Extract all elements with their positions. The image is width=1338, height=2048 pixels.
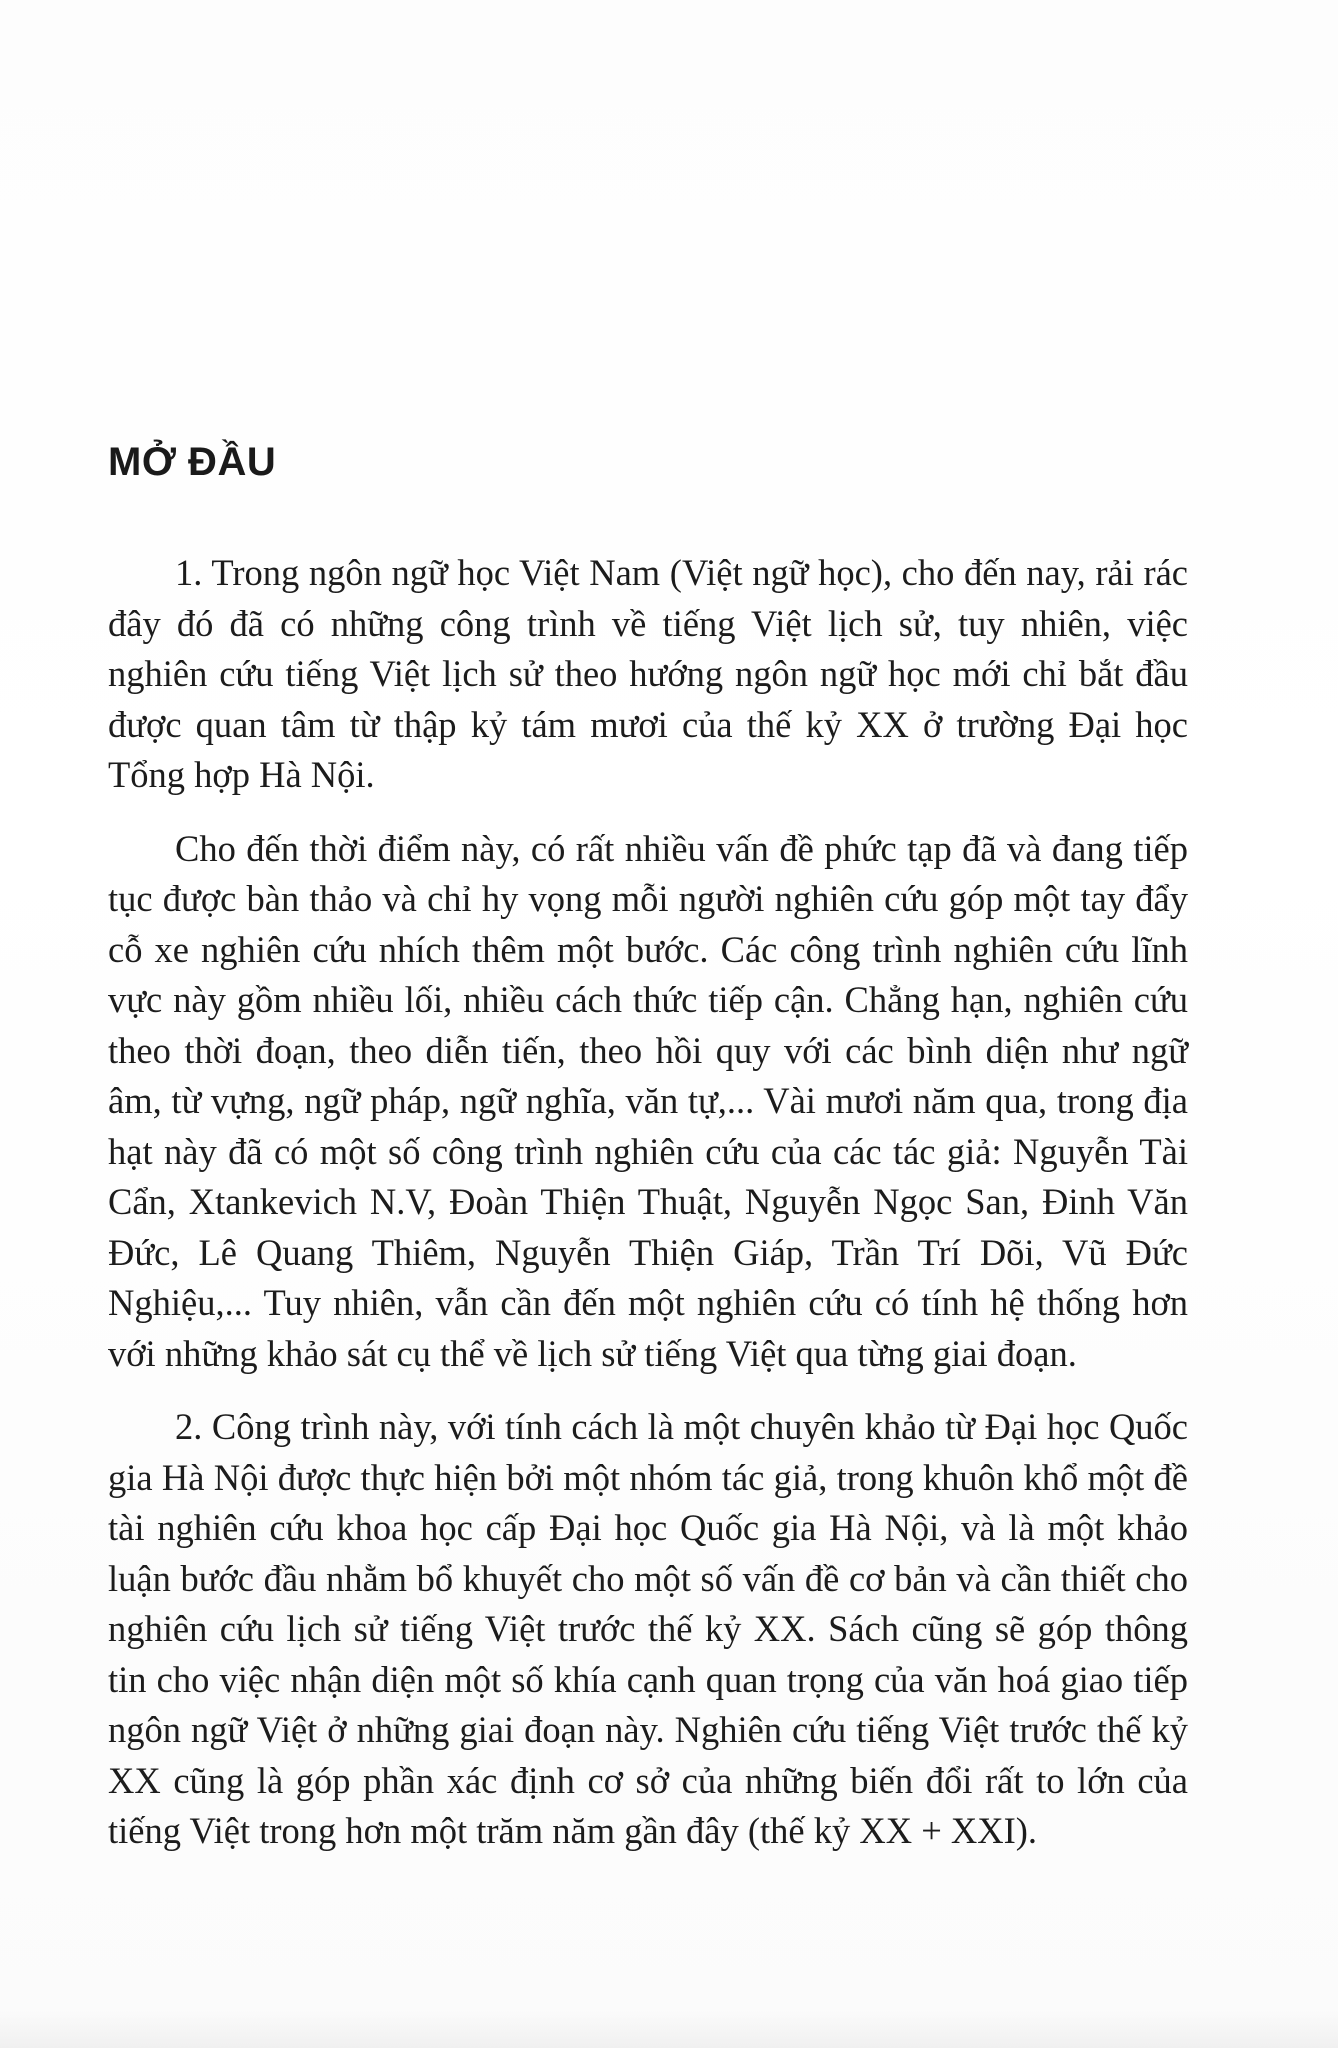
chapter-heading: MỞ ĐẦU bbox=[108, 440, 277, 484]
page-edge-shadow bbox=[0, 2010, 1338, 2048]
paragraph-3: 2. Công trình này, với tính cách là một chuyên khảo từ Đại học Quốc gia Hà Nội được thực hiện bởi một nhóm tác giả, trong khuôn khổ một đề tài nghiên cứu khoa học cấp Đại học Quốc gia Hà Nội, và là một khảo luận bước đầu nhằm bổ khuyết cho một số vấn đề cơ bản và cần thiết cho nghiên cứu lịch sử tiếng Việt trước thế kỷ XX. Sách cũng sẽ góp thông tin cho việc nhận diện một số khía cạnh quan trọng của văn hoá giao tiếp ngôn ngữ Việt ở những giai đoạn này. Nghiên cứu tiếng Việt trước thế kỷ XX cũng là góp phần xác định cơ sở của những biến đổi rất to lớn của tiếng Việt trong hơn một trăm năm gần đây (thế kỷ XX + XXI). bbox=[108, 1406, 1188, 1851]
paragraph-1: 1. Trong ngôn ngữ học Việt Nam (Việt ngữ học), cho đến nay, rải rác đây đó đã có những công trình về tiếng Việt lịch sử, tuy nhiên, việc nghiên cứu tiếng Việt lịch sử theo hướng ngôn ngữ học mới chỉ bắt đầu được quan tâm từ thập kỷ tám mươi của thế kỷ XX ở trường Đại học Tổng hợp Hà Nội. bbox=[108, 552, 1188, 795]
paragraph-2: Cho đến thời điểm này, có rất nhiều vấn đề phức tạp đã và đang tiếp tục được bàn thảo và chỉ hy vọng mỗi người nghiên cứu góp một tay đẩy cỗ xe nghiên cứu nhích thêm một bước. Các công trình nghiên cứu lĩnh vực này gồm nhiều lối, nhiều cách thức tiếp cận. Chẳng hạn, nghiên cứu theo thời đoạn, theo diễn tiến, theo hồi quy với các bình diện như ngữ âm, từ vựng, ngữ pháp, ngữ nghĩa, văn tự,... Vài mươi năm qua, trong địa hạt này đã có một số công trình nghiên cứu của các tác giả: Nguyễn Tài Cẩn, Xtankevich N.V, Đoàn Thiện Thuật, Nguyễn Ngọc San, Đinh Văn Đức, Lê Quang Thiêm, Nguyễn Thiện Giáp, Trần Trí Dõi, Vũ Đức Nghiệu,... Tuy nhiên, vẫn cần đến một nghiên cứu có tính hệ thống hơn với những khảo sát cụ thể về lịch sử tiếng Việt qua từng giai đoạn. bbox=[108, 827, 1188, 1374]
body-text bbox=[108, 548, 1188, 1880]
